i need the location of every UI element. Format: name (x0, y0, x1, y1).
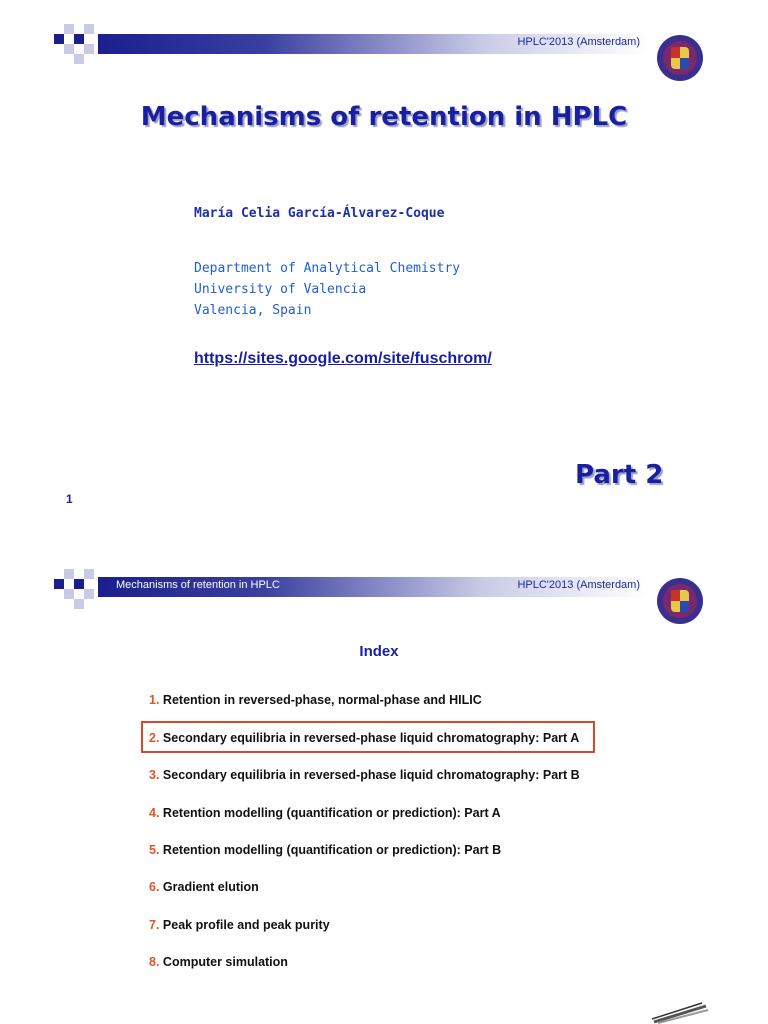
part-label: Part 2 (575, 460, 664, 490)
header-band (98, 34, 648, 54)
index-item-number: 2. (149, 731, 160, 745)
index-item-text: Computer simulation (162, 955, 288, 969)
index-item-number: 5. (149, 843, 160, 857)
header-band (98, 577, 648, 597)
index-item (149, 918, 330, 932)
index-item-text: Secondary equilibria in reversed-phase liquid chromatography: Part B (162, 768, 580, 782)
index-item-number: 3. (149, 768, 160, 782)
conference-label: HPLC'2013 (Amsterdam) (517, 579, 640, 591)
index-item (149, 693, 482, 707)
header-title: Mechanisms of retention in HPLC (116, 579, 280, 591)
university-seal-icon (656, 577, 704, 625)
index-item (149, 731, 579, 745)
university-seal-icon (656, 34, 704, 82)
index-heading: Index (359, 643, 399, 660)
index-item-number: 6. (149, 880, 160, 894)
affiliation-location: Valencia, Spain (194, 303, 312, 318)
index-item-text: Retention in reversed-phase, normal-phase and HILIC (162, 693, 482, 707)
conference-label: HPLC'2013 (Amsterdam) (517, 36, 640, 48)
slide-title: Mechanisms of retention in HPLC (140, 102, 628, 132)
decorative-squares-icon (54, 24, 104, 64)
website-link[interactable]: https://sites.google.com/site/fuschrom/ (194, 350, 492, 367)
index-item-number: 4. (149, 806, 160, 820)
index-item-text: Secondary equilibria in reversed-phase liquid chromatography: Part A (162, 731, 580, 745)
affiliation-department: Department of Analytical Chemistry (194, 261, 461, 276)
index-item-text: Peak profile and peak purity (162, 918, 330, 932)
column-instrument-icon (650, 1000, 710, 1024)
index-item-text: Gradient elution (162, 880, 259, 894)
index-item (149, 880, 259, 894)
index-item-number: 8. (149, 955, 160, 969)
index-item (149, 768, 580, 782)
index-item (149, 806, 501, 820)
author-name: María Celia García-Álvarez-Coque (194, 206, 445, 221)
decorative-squares-icon (54, 569, 104, 609)
index-item-number: 7. (149, 918, 160, 932)
index-item-text: Retention modelling (quantification or prediction): Part A (162, 806, 501, 820)
page-number: 1 (66, 492, 73, 506)
index-item-text: Retention modelling (quantification or prediction): Part B (162, 843, 502, 857)
index-item (149, 955, 288, 969)
index-item-number: 1. (149, 693, 160, 707)
index-slide (0, 545, 768, 1024)
index-item (149, 843, 501, 857)
affiliation-university: University of Valencia (194, 282, 367, 297)
